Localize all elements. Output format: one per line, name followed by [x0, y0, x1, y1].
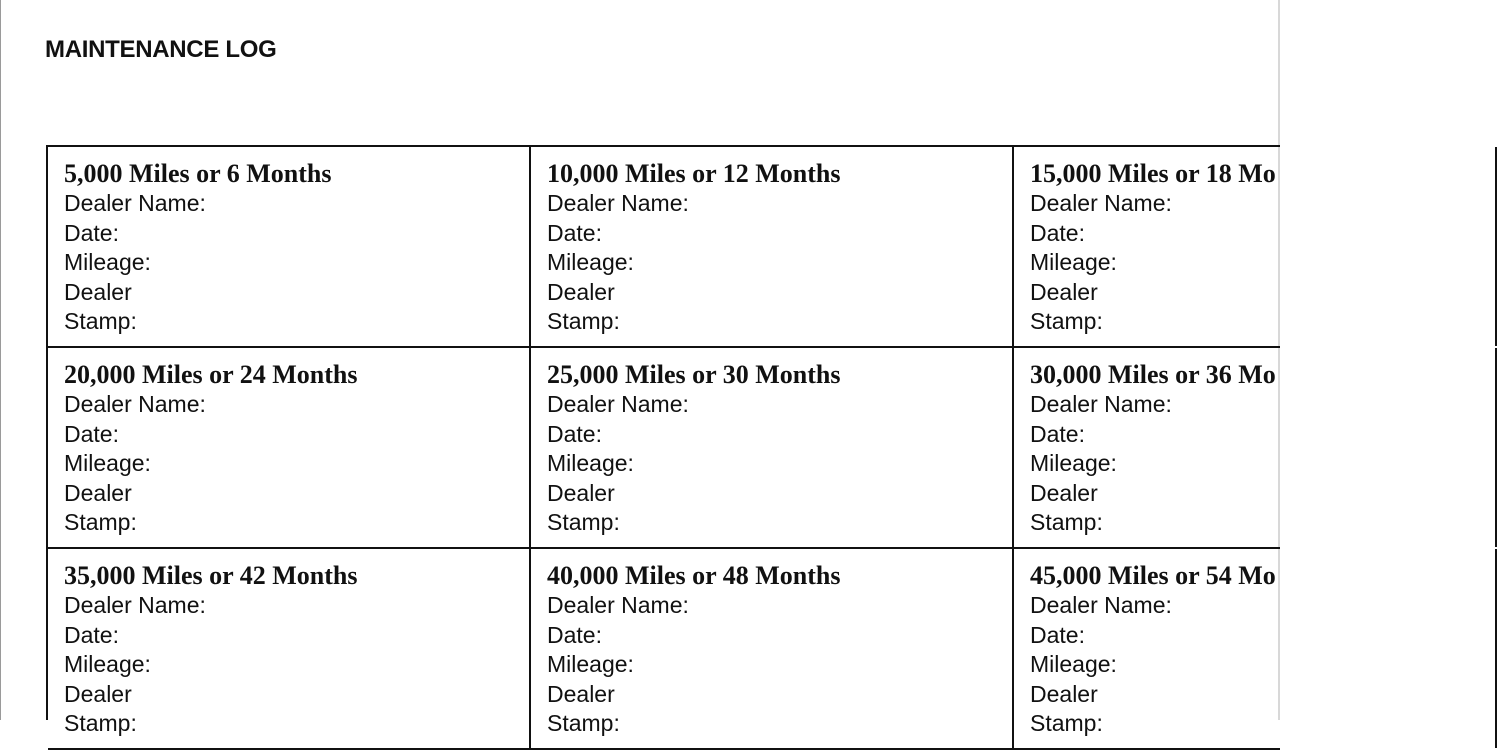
- date-label: Date:: [547, 621, 602, 648]
- service-interval: 25,000 Miles or 30 Months: [547, 360, 841, 389]
- log-entry-cell: [48, 147, 531, 346]
- page-title: MAINTENANCE LOG: [45, 36, 277, 63]
- log-entry-cell: [531, 348, 1014, 547]
- dealer-label: Dealer: [64, 479, 132, 506]
- dealer-name-label: Dealer Name:: [1030, 391, 1172, 417]
- service-interval: 5,000 Miles or 6 Months: [64, 159, 332, 188]
- service-interval: 40,000 Miles or 48 Months: [547, 561, 841, 590]
- dealer-label: Dealer: [1030, 479, 1098, 506]
- stamp-label: Stamp:: [64, 509, 137, 535]
- log-entry-cell: [48, 549, 531, 748]
- stamp-label: Stamp:: [547, 710, 620, 736]
- stamp-label: Stamp:: [1030, 308, 1103, 334]
- dealer-name-label: Dealer Name:: [1030, 190, 1172, 216]
- table-row: [48, 348, 1280, 549]
- mileage-label: Mileage:: [1030, 450, 1117, 476]
- dealer-name-label: Dealer Name:: [547, 190, 689, 216]
- dealer-label: Dealer: [547, 278, 615, 305]
- date-label: Date:: [1030, 219, 1085, 246]
- dealer-name-label: Dealer Name:: [547, 592, 689, 618]
- table-row: [48, 549, 1280, 750]
- stamp-label: Stamp:: [64, 308, 137, 334]
- stamp-label: Stamp:: [547, 509, 620, 535]
- mileage-label: Mileage:: [64, 450, 151, 476]
- mileage-label: Mileage:: [64, 249, 151, 275]
- date-label: Date:: [64, 219, 119, 246]
- dealer-label: Dealer: [547, 479, 615, 506]
- dealer-label: Dealer: [64, 680, 132, 707]
- log-entry-cell: [531, 549, 1014, 748]
- service-interval: 15,000 Miles or 18 Mo: [1030, 159, 1276, 188]
- stamp-label: Stamp:: [547, 308, 620, 334]
- date-label: Date:: [1030, 420, 1085, 447]
- dealer-name-label: Dealer Name:: [64, 391, 206, 417]
- mileage-label: Mileage:: [547, 249, 634, 275]
- date-label: Date:: [547, 420, 602, 447]
- dealer-name-label: Dealer Name:: [64, 592, 206, 618]
- mileage-label: Mileage:: [1030, 249, 1117, 275]
- page-left-edge: [0, 0, 1, 720]
- date-label: Date:: [547, 219, 602, 246]
- dealer-name-label: Dealer Name:: [547, 391, 689, 417]
- dealer-label: Dealer: [547, 680, 615, 707]
- dealer-name-label: Dealer Name:: [1030, 592, 1172, 618]
- stamp-label: Stamp:: [64, 710, 137, 736]
- mileage-label: Mileage:: [1030, 651, 1117, 677]
- stamp-label: Stamp:: [1030, 710, 1103, 736]
- service-interval: 35,000 Miles or 42 Months: [64, 561, 358, 590]
- service-interval: 45,000 Miles or 54 Mo: [1030, 561, 1276, 590]
- dealer-label: Dealer: [1030, 680, 1098, 707]
- mileage-label: Mileage:: [547, 651, 634, 677]
- dealer-name-label: Dealer Name:: [64, 190, 206, 216]
- log-entry-cell: [1014, 348, 1497, 547]
- date-label: Date:: [64, 621, 119, 648]
- maintenance-log-table: [46, 145, 1280, 736]
- service-interval: 30,000 Miles or 36 Mo: [1030, 360, 1276, 389]
- service-interval: 10,000 Miles or 12 Months: [547, 159, 841, 188]
- dealer-label: Dealer: [64, 278, 132, 305]
- table-row: [48, 147, 1280, 348]
- log-entry-cell: [1014, 147, 1497, 346]
- mileage-label: Mileage:: [64, 651, 151, 677]
- log-entry-cell: [48, 348, 531, 547]
- dealer-label: Dealer: [1030, 278, 1098, 305]
- service-interval: 20,000 Miles or 24 Months: [64, 360, 358, 389]
- date-label: Date:: [1030, 621, 1085, 648]
- date-label: Date:: [64, 420, 119, 447]
- stamp-label: Stamp:: [1030, 509, 1103, 535]
- log-entry-cell: [1014, 549, 1497, 748]
- mileage-label: Mileage:: [547, 450, 634, 476]
- log-entry-cell: [531, 147, 1014, 346]
